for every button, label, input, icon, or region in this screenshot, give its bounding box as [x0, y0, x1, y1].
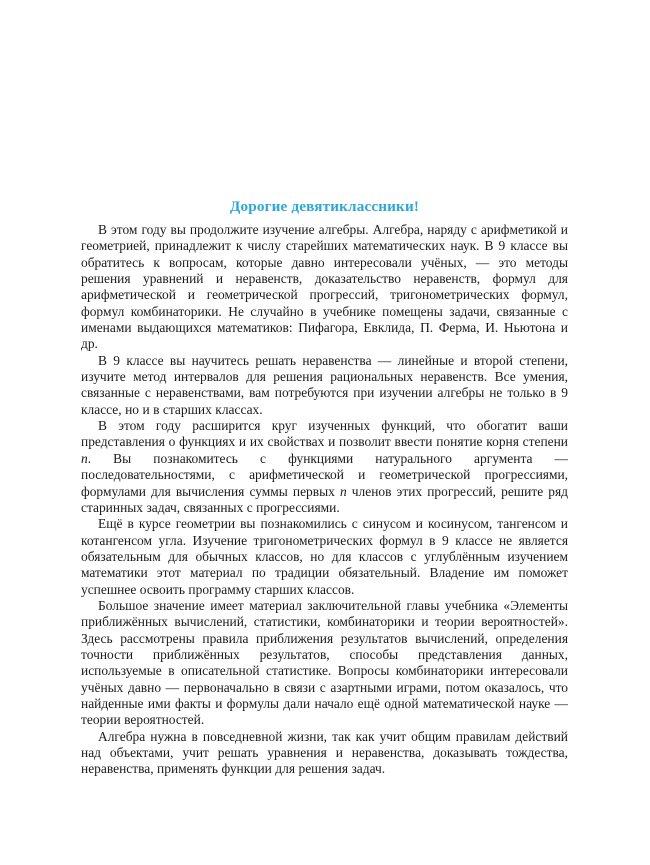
- paragraph-5-text: Большое значение имеет материал заключительной главы учебника «Элементы приближённых вычислений, статистики, комбинаторики и теории вероятностей». Здесь рассмотрены правила приближения результатов вычислений, определения точности приближённых результатов, способы представления данных, используемые в описательной статистике. Вопросы комбинаторики интересовали учёных давно — первоначально в связи с азартными играми, потом оказалось, что найденные ими факты и формулы дали начало ещё одной математической науке — теории вероятностей.: [81, 597, 568, 728]
- math-variable-n: n: [81, 450, 88, 466]
- paragraph-3-text-part-1: В этом году расширится круг изученных функций, что обогатит ваши представления о функциях и их свойствах и позволит ввести понятие корня степени: [81, 418, 568, 450]
- paragraph-4: [81, 516, 568, 598]
- math-variable-n: n: [339, 483, 347, 499]
- paragraph-5: [81, 598, 568, 729]
- paragraph-3: [81, 418, 568, 516]
- page-title: Дорогие девятиклассники!: [229, 198, 420, 215]
- paragraph-6-text: Алгебра нужна в повседневной жизни, так как учит общим правилам действий над объектами, учит решать уравнения и неравенства, доказывать тождества, неравенства, применять функции для решения задач.: [81, 728, 568, 777]
- paragraph-6: [81, 729, 568, 778]
- paragraph-1: [81, 222, 568, 353]
- paragraph-1-text: В этом году вы продолжите изучение алгебры. Алгебра, наряду с арифметикой и геометрией, принадлежит к числу старейших математических наук. В 9 классе вы обратитесь к вопросам, которые давно интересовали учёных, — это методы решения уравнений и неравенств, доказательство неравенств, формул для арифметической и геометрической прогрессий, тригонометрических формул, формул комбинаторики. Не случайно в учебнике помещены задачи, связанные с именами выдающихся математиков: Пифагора, Евклида, П. Ферма, И. Ньютона и др.: [81, 222, 568, 352]
- paragraph-3-text-part-3: членов этих прогрессий, решите ряд старинных задач, связанных с прогрессиями.: [81, 483, 568, 515]
- paragraph-4-text: Ещё в курсе геометрии вы познакомились с синусом и косинусом, тангенсом и котангенсом угла. Изучение тригонометрических формул в 9 классе не является обязательным для обычных классов, но для классов с углублённым изучением математики этот материал по традиции обязательный. Владение им поможет успешнее освоить программу старших классов.: [81, 516, 568, 597]
- paragraph-2-text: В 9 классе вы научитесь решать неравенства — линейные и второй степени, изучите метод интервалов для решения рациональных неравенств. Все умения, связанные с неравенствами, вам потребуются при изучении алгебры не только в 9 классе, но и в старших классах.: [81, 352, 568, 417]
- paragraph-3-text-part-2: . Вы познакомитесь с функциями натурального аргумента — последовательностями, с арифметической и геометрической прогрессиями, формулами для вычисления суммы первых: [81, 450, 568, 499]
- text-column: [81, 198, 568, 778]
- paragraph-2: [81, 353, 568, 418]
